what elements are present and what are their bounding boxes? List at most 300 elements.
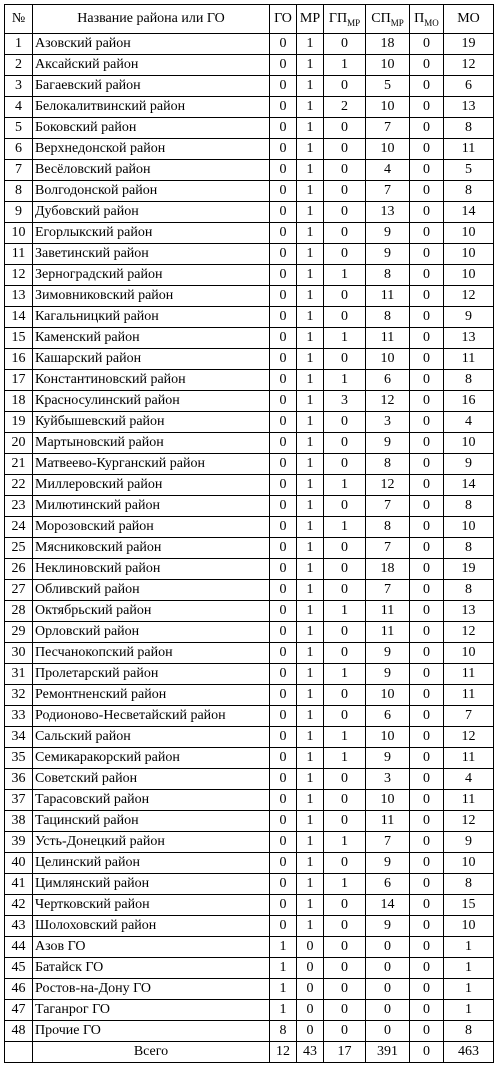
total-mr: 43 [297,1042,324,1063]
row-sp: 12 [366,475,410,496]
table-row [5,286,494,307]
row-sp: 0 [366,937,410,958]
row-p: 0 [410,328,444,349]
row-mo: 12 [444,811,494,832]
row-p: 0 [410,244,444,265]
row-mr: 0 [297,1000,324,1021]
row-num: 26 [5,559,33,580]
row-num: 1 [5,34,33,55]
row-name: Чертковский район [33,895,270,916]
row-mr: 1 [297,286,324,307]
row-name: Мартыновский район [33,433,270,454]
row-p: 0 [410,832,444,853]
table-row [5,790,494,811]
row-p: 0 [410,307,444,328]
row-gp: 0 [324,559,366,580]
row-name: Морозовский район [33,517,270,538]
row-gp: 1 [324,832,366,853]
row-go: 0 [270,643,297,664]
row-gp: 0 [324,34,366,55]
row-name: Усть-Донецкий район [33,832,270,853]
table-row [5,55,494,76]
row-name: Кагальницкий район [33,307,270,328]
row-mr: 1 [297,811,324,832]
row-gp: 0 [324,181,366,202]
row-name: Советский район [33,769,270,790]
row-mo: 6 [444,76,494,97]
total-row [5,1042,494,1063]
row-sp: 9 [366,433,410,454]
row-sp: 6 [366,370,410,391]
row-p: 0 [410,202,444,223]
row-mr: 0 [297,979,324,1000]
row-gp: 0 [324,790,366,811]
table-row [5,496,494,517]
table-row [5,538,494,559]
row-num: 35 [5,748,33,769]
row-sp: 0 [366,1000,410,1021]
table-row [5,958,494,979]
row-name: Милютинский район [33,496,270,517]
row-go: 0 [270,874,297,895]
row-gp: 1 [324,727,366,748]
row-mr: 1 [297,559,324,580]
row-go: 0 [270,559,297,580]
row-sp: 10 [366,139,410,160]
table-row [5,118,494,139]
row-num: 10 [5,223,33,244]
row-gp: 1 [324,328,366,349]
row-go: 0 [270,97,297,118]
row-p: 0 [410,769,444,790]
row-name: Шолоховский район [33,916,270,937]
table-row [5,559,494,580]
table-row [5,475,494,496]
row-mo: 14 [444,202,494,223]
row-mo: 8 [444,370,494,391]
table-row [5,391,494,412]
table-row [5,412,494,433]
row-mo: 12 [444,55,494,76]
row-num: 22 [5,475,33,496]
row-go: 0 [270,727,297,748]
row-go: 0 [270,34,297,55]
row-mo: 5 [444,160,494,181]
row-p: 0 [410,895,444,916]
row-gp: 0 [324,286,366,307]
table-row [5,181,494,202]
row-mr: 0 [297,937,324,958]
row-p: 0 [410,748,444,769]
row-num: 46 [5,979,33,1000]
row-go: 8 [270,1021,297,1042]
row-sp: 6 [366,874,410,895]
table-row [5,706,494,727]
row-gp: 0 [324,622,366,643]
row-mr: 1 [297,874,324,895]
row-mr: 1 [297,916,324,937]
row-sp: 3 [366,412,410,433]
row-sp: 9 [366,643,410,664]
row-name: Дубовский район [33,202,270,223]
row-mo: 11 [444,664,494,685]
row-mo: 1 [444,979,494,1000]
table-row [5,832,494,853]
row-name: Сальский район [33,727,270,748]
table-row [5,580,494,601]
row-p: 0 [410,664,444,685]
row-go: 0 [270,664,297,685]
row-num: 32 [5,685,33,706]
row-go: 1 [270,979,297,1000]
row-gp: 1 [324,475,366,496]
row-gp: 0 [324,916,366,937]
table-row [5,685,494,706]
row-mr: 1 [297,748,324,769]
row-mr: 1 [297,412,324,433]
row-name: Волгодонской район [33,181,270,202]
row-p: 0 [410,412,444,433]
row-mo: 12 [444,622,494,643]
row-p: 0 [410,34,444,55]
row-mr: 1 [297,76,324,97]
row-p: 0 [410,559,444,580]
row-gp: 0 [324,853,366,874]
row-gp: 0 [324,244,366,265]
row-num: 38 [5,811,33,832]
row-sp: 10 [366,97,410,118]
table-row [5,223,494,244]
row-gp: 0 [324,706,366,727]
table-row [5,34,494,55]
row-sp: 9 [366,244,410,265]
row-go: 0 [270,580,297,601]
row-p: 0 [410,1000,444,1021]
row-sp: 9 [366,916,410,937]
row-mo: 8 [444,1021,494,1042]
row-gp: 1 [324,748,366,769]
row-num: 41 [5,874,33,895]
row-mr: 1 [297,391,324,412]
row-mo: 10 [444,265,494,286]
header-num: № [5,5,33,34]
row-mo: 1 [444,958,494,979]
row-sp: 8 [366,517,410,538]
row-p: 0 [410,790,444,811]
row-gp: 0 [324,811,366,832]
row-name: Мясниковский район [33,538,270,559]
row-sp: 5 [366,76,410,97]
row-mo: 11 [444,349,494,370]
row-num: 31 [5,664,33,685]
row-mo: 15 [444,895,494,916]
row-mo: 10 [444,916,494,937]
row-gp: 1 [324,55,366,76]
table-row [5,895,494,916]
row-p: 0 [410,433,444,454]
row-gp: 0 [324,202,366,223]
row-name: Егорлыкский район [33,223,270,244]
row-p: 0 [410,622,444,643]
row-p: 0 [410,706,444,727]
row-mr: 1 [297,244,324,265]
row-p: 0 [410,979,444,1000]
row-mr: 1 [297,454,324,475]
row-mr: 1 [297,496,324,517]
row-num: 4 [5,97,33,118]
row-num: 15 [5,328,33,349]
row-mo: 8 [444,874,494,895]
table-row [5,307,494,328]
row-mo: 10 [444,244,494,265]
row-gp: 1 [324,874,366,895]
row-p: 0 [410,643,444,664]
row-num: 44 [5,937,33,958]
header-row [5,5,494,34]
row-sp: 10 [366,349,410,370]
row-mo: 9 [444,832,494,853]
row-mo: 10 [444,853,494,874]
table-row [5,328,494,349]
row-gp: 0 [324,160,366,181]
row-sp: 9 [366,748,410,769]
row-go: 0 [270,706,297,727]
row-p: 0 [410,601,444,622]
row-gp: 0 [324,979,366,1000]
row-mo: 10 [444,517,494,538]
total-num-cell [5,1042,33,1063]
row-sp: 9 [366,853,410,874]
row-name: Ростов-на-Дону ГО [33,979,270,1000]
row-mo: 9 [444,454,494,475]
row-gp: 0 [324,223,366,244]
row-sp: 8 [366,454,410,475]
row-p: 0 [410,454,444,475]
row-mr: 1 [297,265,324,286]
row-p: 0 [410,181,444,202]
row-mo: 13 [444,97,494,118]
row-mr: 1 [297,118,324,139]
row-sp: 7 [366,118,410,139]
row-num: 37 [5,790,33,811]
row-mr: 1 [297,307,324,328]
row-go: 0 [270,601,297,622]
row-name: Батайск ГО [33,958,270,979]
row-gp: 1 [324,265,366,286]
table-row [5,874,494,895]
row-mr: 1 [297,727,324,748]
table-row [5,916,494,937]
row-mr: 0 [297,1021,324,1042]
row-sp: 8 [366,265,410,286]
row-mr: 1 [297,790,324,811]
row-go: 0 [270,55,297,76]
row-mo: 10 [444,643,494,664]
row-p: 0 [410,391,444,412]
row-mr: 1 [297,769,324,790]
table-row [5,160,494,181]
row-mo: 9 [444,307,494,328]
row-num: 19 [5,412,33,433]
row-go: 0 [270,811,297,832]
row-mo: 12 [444,286,494,307]
row-p: 0 [410,139,444,160]
row-mo: 8 [444,496,494,517]
row-gp: 0 [324,433,366,454]
row-go: 0 [270,895,297,916]
row-gp: 0 [324,454,366,475]
row-num: 27 [5,580,33,601]
row-mr: 1 [297,832,324,853]
row-p: 0 [410,349,444,370]
row-num: 36 [5,769,33,790]
row-mr: 1 [297,433,324,454]
row-mo: 4 [444,412,494,433]
table-row [5,265,494,286]
table-row [5,244,494,265]
total-label: Всего [33,1042,270,1063]
header-mo: МО [444,5,494,34]
row-p: 0 [410,958,444,979]
total-gp: 17 [324,1042,366,1063]
row-sp: 7 [366,181,410,202]
row-name: Тарасовский район [33,790,270,811]
row-num: 5 [5,118,33,139]
row-go: 0 [270,181,297,202]
row-name: Миллеровский район [33,475,270,496]
row-mr: 1 [297,139,324,160]
row-name: Семикаракорский район [33,748,270,769]
table-row [5,601,494,622]
row-num: 28 [5,601,33,622]
table-row [5,1000,494,1021]
row-sp: 9 [366,223,410,244]
row-name: Боковский район [33,118,270,139]
row-mo: 16 [444,391,494,412]
row-go: 1 [270,958,297,979]
row-go: 0 [270,517,297,538]
row-go: 0 [270,769,297,790]
row-mr: 1 [297,685,324,706]
header-mr: МР [297,5,324,34]
total-go: 12 [270,1042,297,1063]
row-mo: 4 [444,769,494,790]
table-row [5,622,494,643]
row-gp: 0 [324,76,366,97]
row-mo: 11 [444,685,494,706]
row-gp: 0 [324,958,366,979]
row-name: Тацинский район [33,811,270,832]
row-mr: 1 [297,643,324,664]
row-gp: 0 [324,412,366,433]
row-go: 0 [270,433,297,454]
row-gp: 0 [324,895,366,916]
table-row [5,97,494,118]
row-sp: 9 [366,664,410,685]
row-sp: 3 [366,769,410,790]
row-mr: 1 [297,349,324,370]
row-sp: 10 [366,790,410,811]
row-name: Пролетарский район [33,664,270,685]
row-p: 0 [410,517,444,538]
row-name: Красносулинский район [33,391,270,412]
row-p: 0 [410,76,444,97]
row-name: Прочие ГО [33,1021,270,1042]
row-name: Октябрьский район [33,601,270,622]
table-row [5,811,494,832]
row-mr: 1 [297,601,324,622]
row-mo: 1 [444,1000,494,1021]
row-p: 0 [410,160,444,181]
row-num: 16 [5,349,33,370]
table-row [5,76,494,97]
row-p: 0 [410,727,444,748]
row-go: 0 [270,454,297,475]
row-mr: 1 [297,664,324,685]
row-mo: 8 [444,580,494,601]
row-p: 0 [410,853,444,874]
row-p: 0 [410,685,444,706]
row-p: 0 [410,1021,444,1042]
row-sp: 10 [366,685,410,706]
table-row [5,748,494,769]
row-num: 24 [5,517,33,538]
row-p: 0 [410,223,444,244]
row-go: 0 [270,853,297,874]
total-p: 0 [410,1042,444,1063]
table-row [5,370,494,391]
row-num: 33 [5,706,33,727]
row-name: Целинский район [33,853,270,874]
row-sp: 14 [366,895,410,916]
row-sp: 18 [366,559,410,580]
row-sp: 7 [366,832,410,853]
row-go: 0 [270,223,297,244]
row-num: 14 [5,307,33,328]
row-sp: 4 [366,160,410,181]
row-sp: 7 [366,538,410,559]
table-row [5,937,494,958]
row-go: 0 [270,412,297,433]
row-name: Обливский район [33,580,270,601]
row-num: 8 [5,181,33,202]
row-mr: 1 [297,580,324,601]
row-mr: 0 [297,958,324,979]
total-mo: 463 [444,1042,494,1063]
row-go: 0 [270,391,297,412]
row-sp: 8 [366,307,410,328]
row-mr: 1 [297,55,324,76]
row-go: 0 [270,286,297,307]
row-mr: 1 [297,853,324,874]
row-go: 0 [270,118,297,139]
header-name: Название района или ГО [33,5,270,34]
row-mo: 1 [444,937,494,958]
table-row [5,727,494,748]
row-name: Цимлянский район [33,874,270,895]
header-p: $П_{МО}$ [410,5,444,34]
row-gp: 2 [324,97,366,118]
row-go: 0 [270,76,297,97]
row-num: 25 [5,538,33,559]
table-body [5,34,494,1042]
table-row [5,454,494,475]
header-sp: $СП_{МР}$ [366,5,410,34]
table-row [5,517,494,538]
row-mr: 1 [297,97,324,118]
row-p: 0 [410,874,444,895]
row-mr: 1 [297,706,324,727]
